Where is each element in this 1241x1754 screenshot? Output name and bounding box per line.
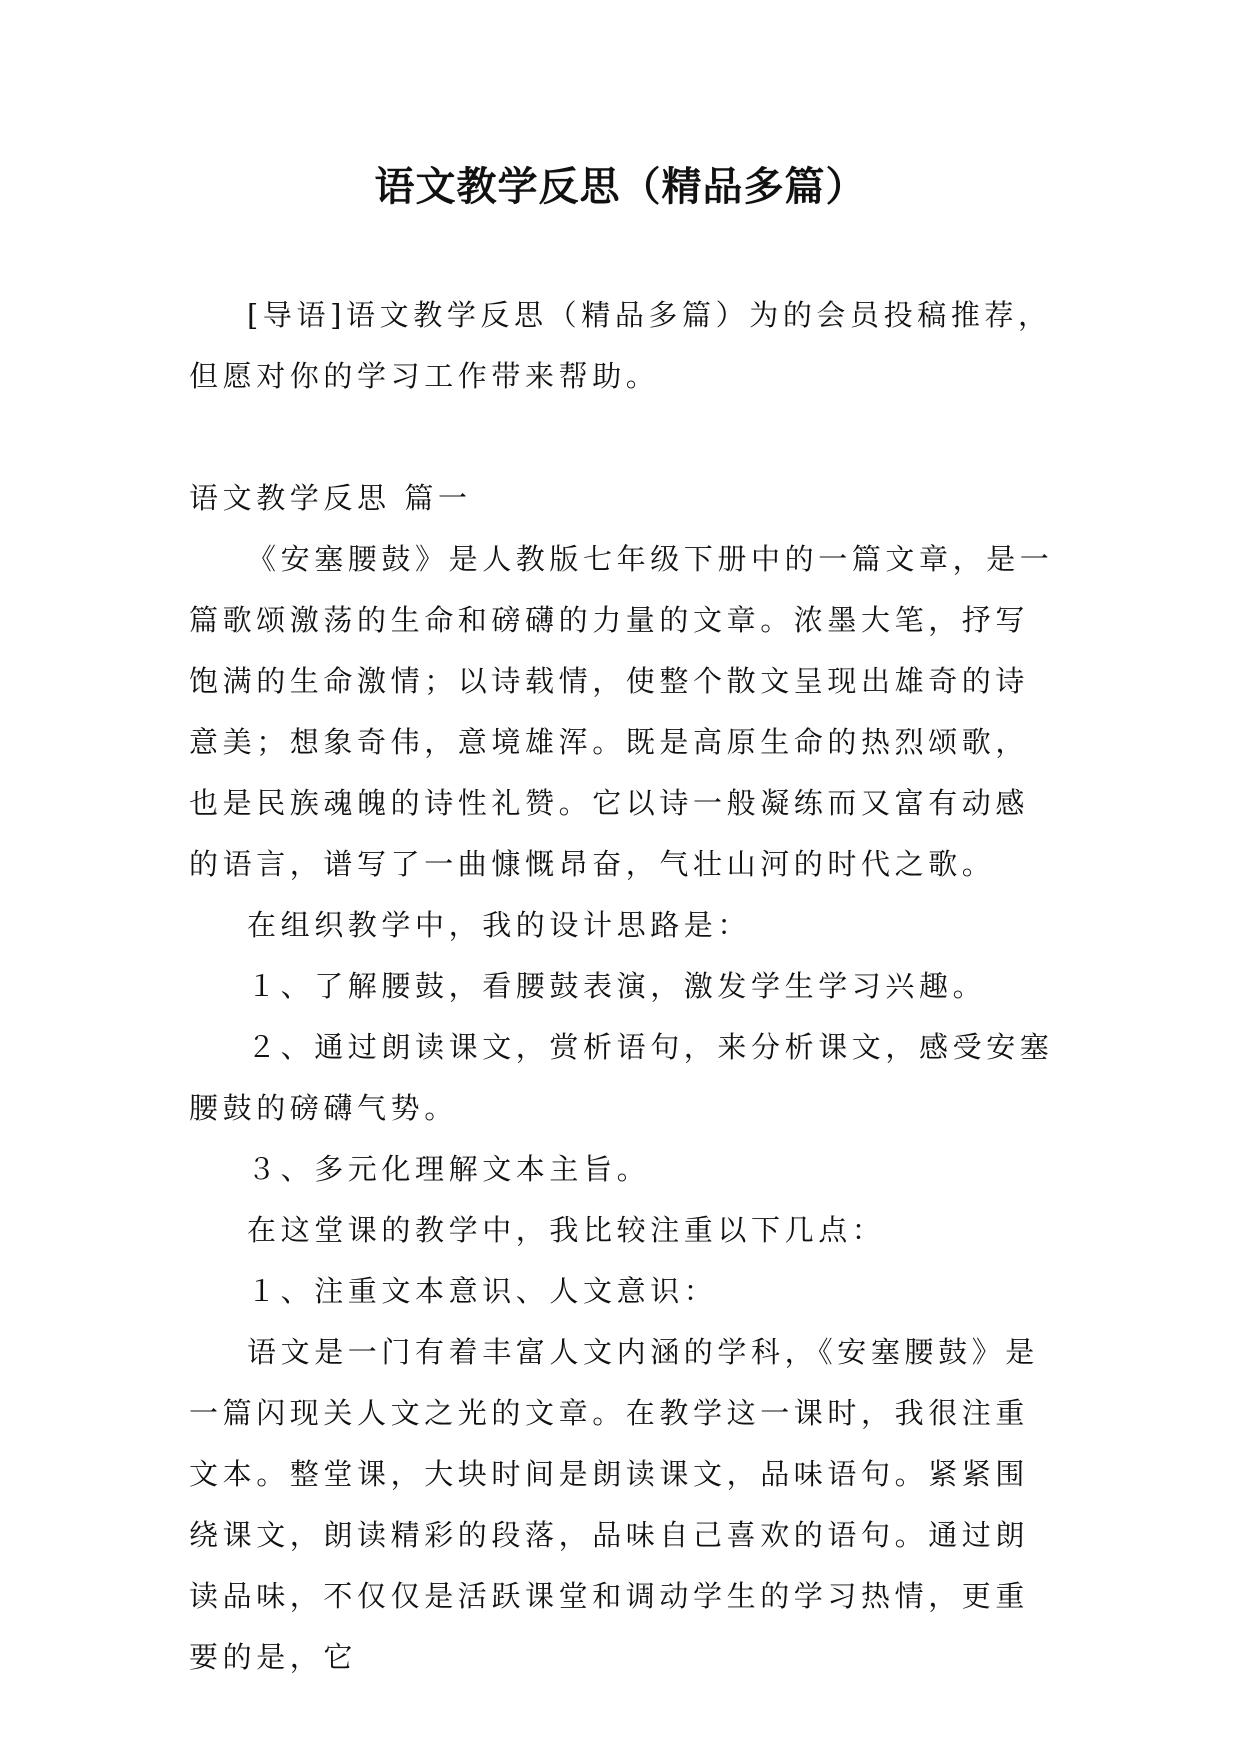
list-item: ３、多元化理解文本主旨。 bbox=[247, 1152, 651, 1186]
body-paragraph: 《安塞腰鼓》是人教版七年级下册中的一篇文章，是一篇歌颂激荡的生命和磅礴的力量的文章。浓墨大笔，抒写饱满的生命激情；以诗载情，使整个散文呈现出雄奇的诗意美；想象奇伟，意境雄浑。既是高原生命的热烈颂歌，也是民族魂魄的诗性礼赞。它以诗一般凝练而又富有动感的语言，谱写了一曲慷慨昂奋，气壮山河的时代之歌。 bbox=[189, 542, 1054, 881]
list-item: １、了解腰鼓，看腰鼓表演，激发学生学习兴趣。 bbox=[247, 969, 987, 1003]
section-heading: 语文教学反思 篇一 bbox=[189, 481, 472, 515]
list-item: １、注重文本意识、人文意识： bbox=[247, 1274, 718, 1308]
intro-paragraph: [导语]语文教学反思（精品多篇）为的会员投稿推荐，但愿对你的学习工作带来帮助。 bbox=[189, 298, 1052, 393]
paragraph-spacer bbox=[189, 407, 1055, 468]
body-paragraph: 在组织教学中，我的设计思路是： bbox=[247, 908, 752, 942]
document-title: 语文教学反思（精品多篇） bbox=[374, 163, 867, 210]
document-body bbox=[189, 285, 1055, 1688]
list-item: ２、通过朗读课文，赏析语句，来分析课文，感受安塞腰鼓的磅礴气势。 bbox=[189, 1030, 1054, 1125]
body-paragraph: 语文是一门有着丰富人文内涵的学科，《安塞腰鼓》是一篇闪现关人文之光的文章。在教学这一课时，我很注重文本。整堂课，大块时间是朗读课文，品味语句。紧紧围绕课文，朗读精彩的段落，品味自己喜欢的语句。通过朗读品味，不仅仅是活跃课堂和调动学生的学习热情，更重要的是，它 bbox=[189, 1335, 1039, 1674]
body-paragraph: 在这堂课的教学中，我比较注重以下几点： bbox=[247, 1213, 886, 1247]
